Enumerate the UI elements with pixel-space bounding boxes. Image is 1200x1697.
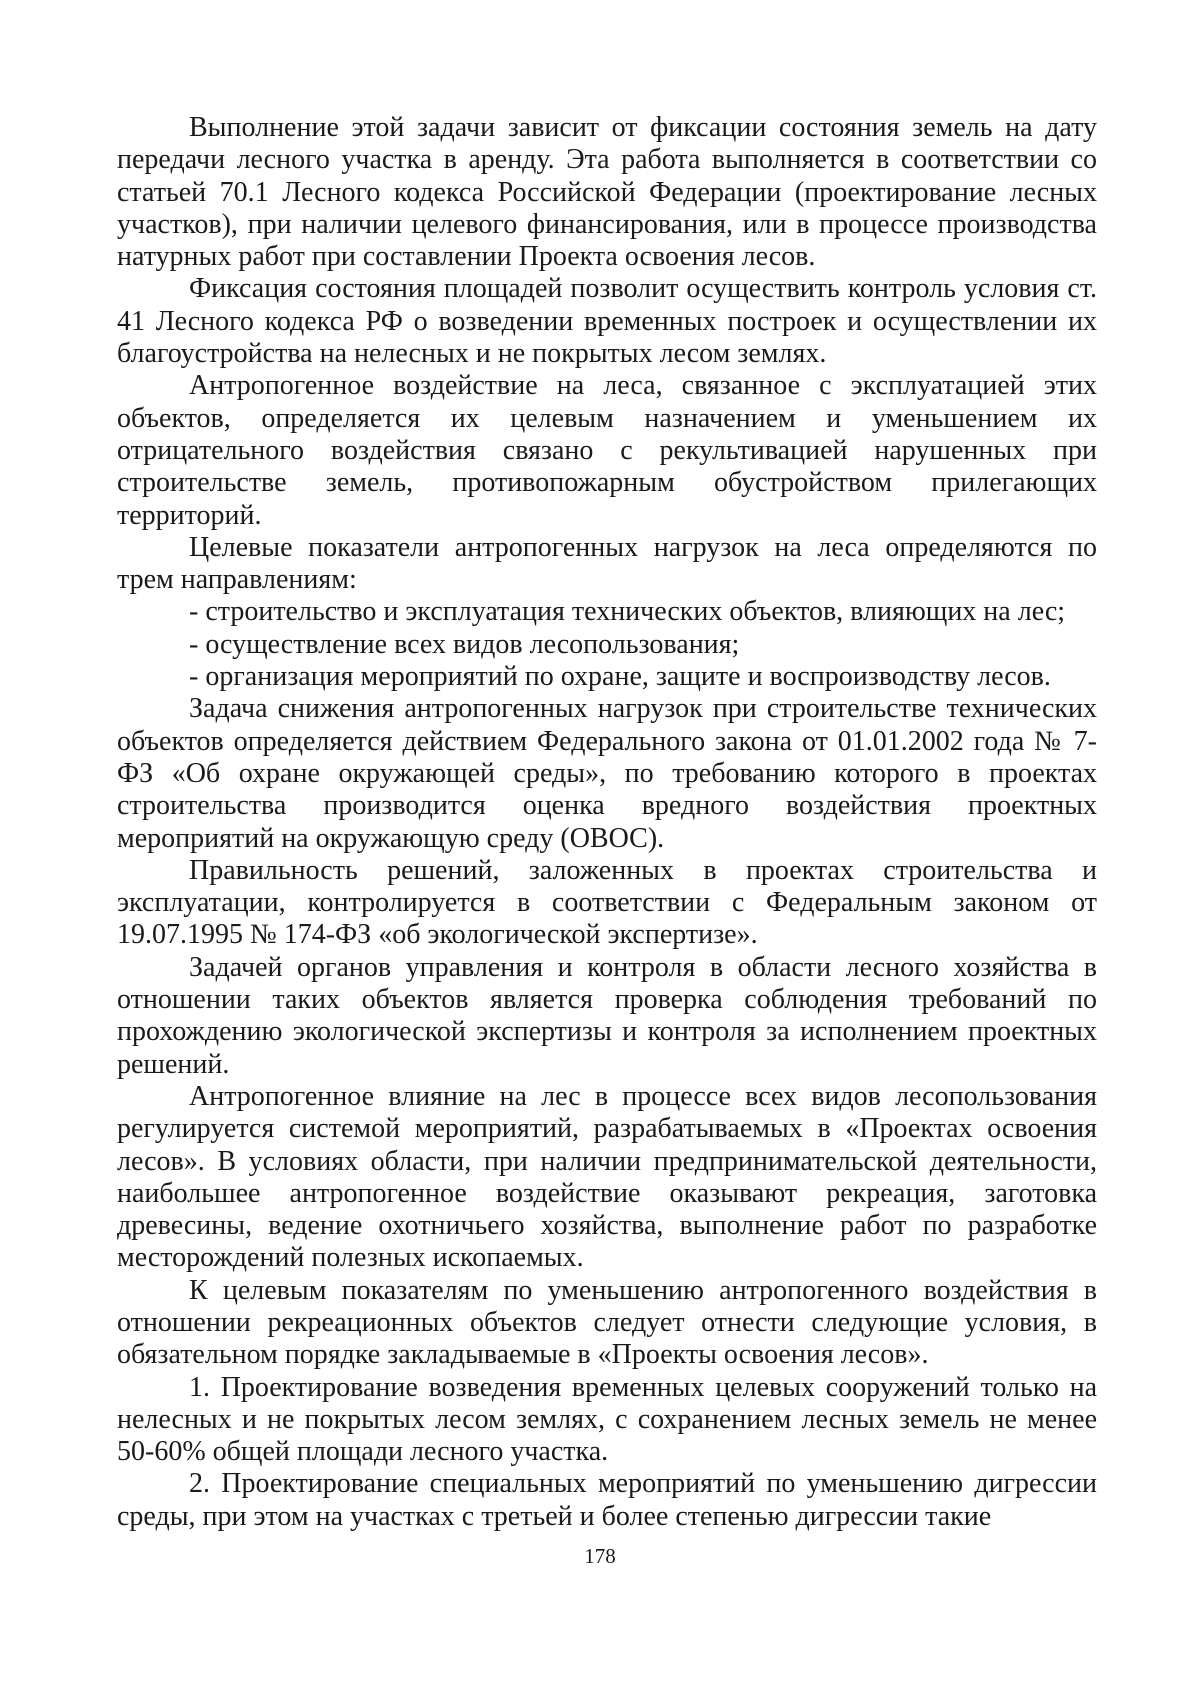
list-item: - организация мероприятий по охране, защите и воспроизводству лесов. (189, 661, 1051, 693)
list-item: - строительство и эксплуатация технических объектов, влияющих на лес; (189, 596, 1066, 628)
numbered-item: 2. Проектирование специальных мероприятий по уменьшению дигрессии среды, при этом на участках с третьей и более степенью дигрессии такие (117, 1468, 1097, 1532)
list-item: - осуществление всех видов лесопользования; (189, 628, 740, 660)
paragraph: Правильность решений, заложенных в проектах строительства и эксплуатации, контролируется в соответствии с Федеральным законом от 19.07.1995 № 174-ФЗ «об экологической экспертизе». (117, 854, 1097, 951)
paragraph: Задача снижения антропогенных нагрузок при строительстве технических объектов определяется действием Федерального закона от 01.01.2002 года № 7-ФЗ «Об охране окружающей среды», по требованию которого в проектах строительства производится оценка вредного воздействия проектных мероприятий на окружающую среду (ОВОС). (117, 693, 1097, 854)
paragraph: К целевым показателям по уменьшению антропогенного воздействия в отношении рекреационных объектов следует отнести следующие условия, в обязательном порядке закладываемые в «Проекты освоения лесов». (117, 1274, 1097, 1371)
page-number: 178 (584, 1544, 616, 1568)
paragraph: Задачей органов управления и контроля в области лесного хозяйства в отношении таких объектов является проверка соблюдения требований по прохождению экологической экспертизы и контроля за исполнением проектных решений. (117, 951, 1097, 1080)
paragraph: Антропогенное воздействие на леса, связанное с эксплуатацией этих объектов, определяется их целевым назначением и уменьшением их отрицательного воздействия связано с рекультивацией нарушенных при строительстве земель, противопожарным обустройством прилегающих территорий. (117, 370, 1097, 531)
paragraph: Целевые показатели антропогенных нагрузок на леса определяются по трем направлениям: (117, 531, 1097, 596)
paragraph: Выполнение этой задачи зависит от фиксации состояния земель на дату передачи лесного участка в аренду. Эта работа выполняется в соответствии со статьей 70.1 Лесного кодекса Российской Федерации (проектирование лесных участков), при наличии целевого финансирования, или в процессе производства натурных работ при составлении Проекта освоения лесов. (117, 112, 1097, 273)
paragraph: Фиксация состояния площадей позволит осуществить контроль условия ст. 41 Лесного кодекса РФ о возведении временных построек и осуществлении их благоустройства на нелесных и не покрытых лесом землях. (117, 273, 1097, 370)
paragraph: Антропогенное влияние на лес в процессе всех видов лесопользования регулируется системой мероприятий, разрабатываемых в «Проектах освоения лесов». В условиях области, при наличии предпринимательской деятельности, наибольшее антропогенное воздействие оказывают рекреация, заготовка древесины, ведение охотничьего хозяйства, выполнение работ по разработке месторождений полезных ископаемых. (117, 1080, 1097, 1274)
numbered-item: 1. Проектирование возведения временных целевых сооружений только на нелесных и не покрытых лесом землях, с сохранением лесных земель не менее 50-60% общей площади лесного участка. (117, 1371, 1097, 1468)
body-text (117, 112, 1097, 1533)
